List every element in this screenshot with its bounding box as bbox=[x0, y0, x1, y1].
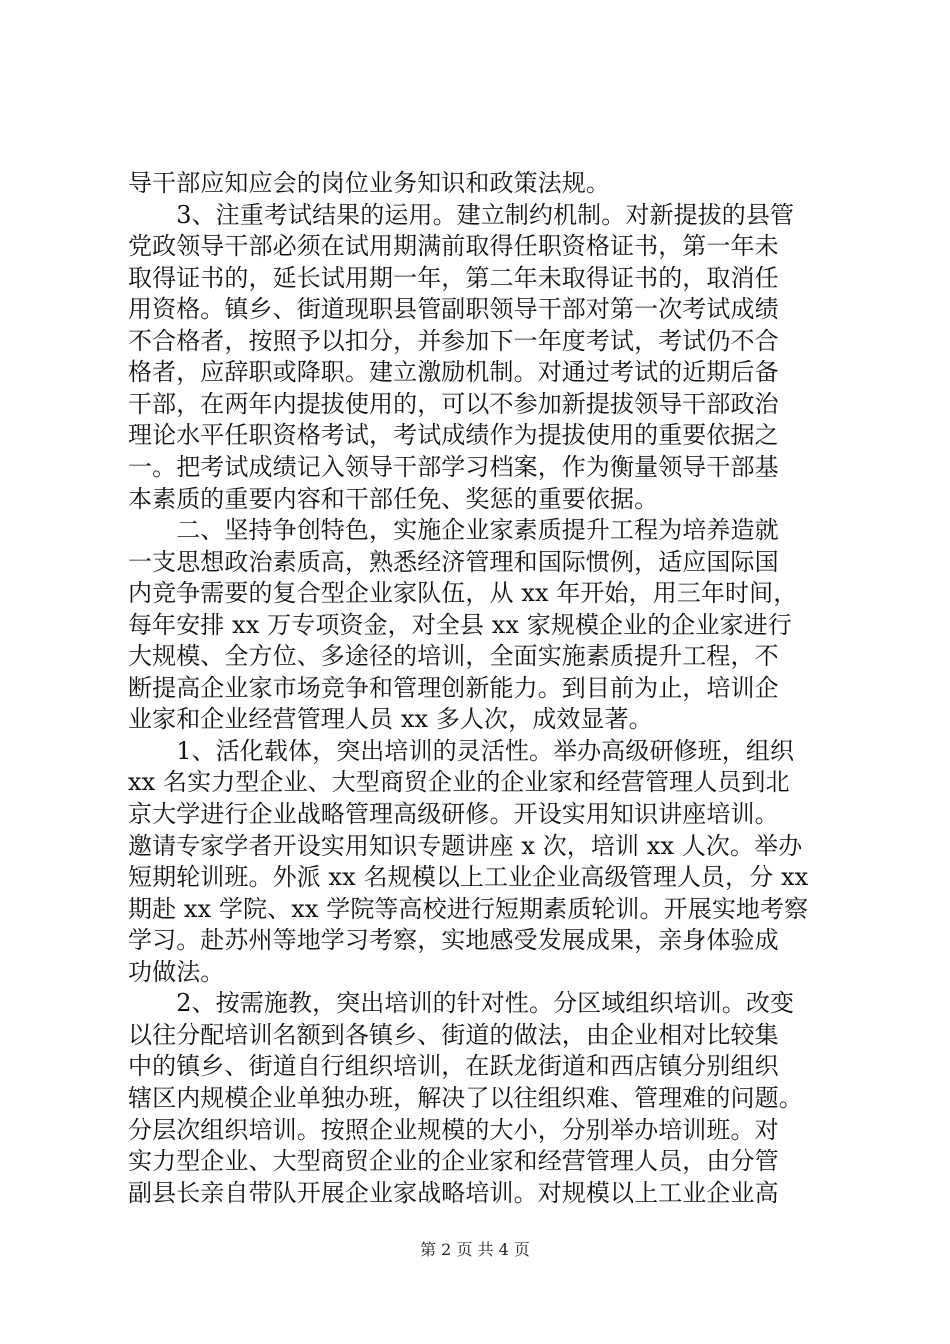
text-line: 辖区内规模企业单独办班，解决了以往组织难、管理难的问题。 bbox=[128, 1083, 803, 1112]
text-line: 取得证书的，延长试用期一年，第二年未取得证书的，取消任 bbox=[128, 263, 779, 292]
text-line: 二、坚持争创特色，实施企业家素质提升工程为培养造就 bbox=[128, 516, 779, 545]
text-line: 以往分配培训名额到各镇乡、街道的做法，由企业相对比较集 bbox=[128, 1020, 779, 1049]
text-line: 每年安排 xx 万专项资金，对全县 xx 家规模企业的企业家进行 bbox=[128, 610, 792, 639]
text-line: 京大学进行企业战略管理高级研修。开设实用知识讲座培训。 bbox=[128, 800, 779, 828]
text-line: 内竞争需要的复合型企业家队伍，从 xx 年开始，用三年时间， bbox=[128, 579, 798, 608]
text-line: 党政领导干部必须在试用期满前取得任职资格证书，第一年未 bbox=[128, 232, 779, 261]
text-line: 干部，在两年内提拔使用的，可以不参加新提拔领导干部政治 bbox=[128, 389, 779, 418]
text-line: 用资格。镇乡、街道现职县管副职领导干部对第一次考试成绩 bbox=[128, 295, 779, 324]
text-line: 功做法。 bbox=[128, 957, 225, 986]
text-line: 不合格者，按照予以扣分，并参加下一年度考试，考试仍不合 bbox=[128, 326, 779, 355]
text-line: 一支思想政治素质高，熟悉经济管理和国际惯例，适应国际国 bbox=[128, 547, 779, 576]
text-line: 分层次组织培训。按照企业规模的大小，分别举办培训班。对 bbox=[128, 1115, 779, 1144]
text-line: 学习。赴苏州等地学习考察，实地感受发展成果，亲身体验成 bbox=[128, 926, 779, 955]
text-line: 一。把考试成绩记入领导干部学习档案，作为衡量领导干部基 bbox=[128, 452, 779, 481]
text-line: 短期轮训班。外派 xx 名规模以上工业企业高级管理人员，分 xx bbox=[128, 863, 809, 892]
text-line: 副县长亲自带队开展企业家战略培训。对规模以上工业企业高 bbox=[128, 1178, 779, 1207]
text-line: 期赴 xx 学院、xx 学院等高校进行短期素质轮训。开展实地考察 bbox=[128, 894, 809, 923]
text-line: 断提高企业家市场竞争和管理创新能力。到目前为止，培训企 bbox=[128, 673, 779, 702]
text-line: 中的镇乡、街道自行组织培训，在跃龙街道和西店镇分别组织 bbox=[128, 1052, 779, 1081]
text-line: 邀请专家学者开设实用知识专题讲座 x 次，培训 xx 人次。举办 bbox=[128, 831, 803, 860]
text-line: 本素质的重要内容和干部任免、奖惩的重要依据。 bbox=[128, 484, 659, 513]
page-number-footer: 第 2 页 共 4 页 bbox=[420, 1240, 530, 1259]
text-line: 3、注重考试结果的运用。建立制约机制。对新提拔的县管 bbox=[128, 200, 795, 229]
text-line: 格者，应辞职或降职。建立激励机制。对通过考试的近期后备 bbox=[128, 358, 779, 387]
text-line: 2、按需施教，突出培训的针对性。分区域组织培训。改变 bbox=[128, 989, 795, 1018]
text-line: 1、活化载体，突出培训的灵活性。举办高级研修班，组织 bbox=[128, 736, 795, 765]
text-line: 导干部应知应会的岗位业务知识和政策法规。 bbox=[128, 169, 610, 197]
text-line: 实力型企业、大型商贸企业的企业家和经营管理人员，由分管 bbox=[128, 1147, 779, 1176]
text-line: 大规模、全方位、多途径的培训，全面实施素质提升工程，不 bbox=[128, 642, 779, 671]
text-line: xx 名实力型企业、大型商贸企业的企业家和经营管理人员到北 bbox=[128, 768, 790, 797]
text-line: 理论水平任职资格考试，考试成绩作为提拔使用的重要依据之 bbox=[128, 421, 779, 450]
text-line: 业家和企业经营管理人员 xx 多人次，成效显著。 bbox=[128, 705, 653, 734]
